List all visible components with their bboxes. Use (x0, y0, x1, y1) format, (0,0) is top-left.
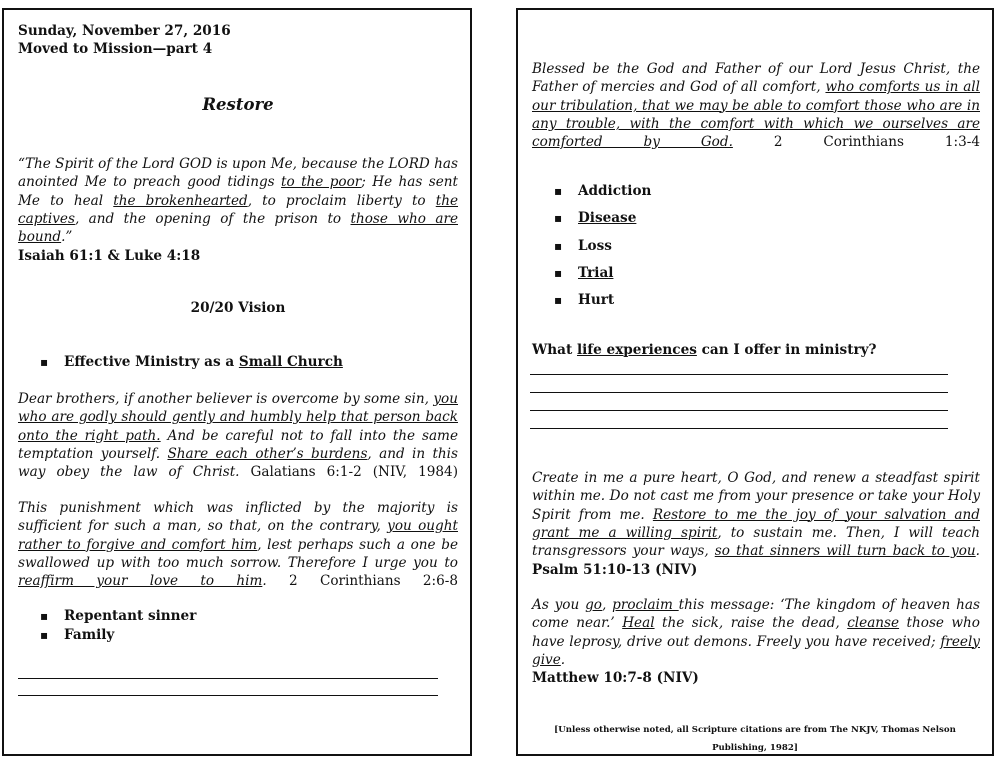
text: , to sustain me. Then, I will teach transgressors your ways, (532, 524, 980, 560)
page-title: Restore (202, 95, 274, 114)
text: Blessed be the God and Father of our Lord Jesus Christ, the Father of mercies and God of all comfort, (532, 61, 980, 96)
underlined-text: Small Church (238, 354, 343, 370)
series-title: Moved to Mission—part 4 (18, 41, 213, 58)
corinthians2-passage (18, 499, 458, 609)
underlined-text: reaffirm your love to him (18, 573, 263, 590)
underlined-text: those who are bound (18, 210, 458, 246)
scripture-ref: Isaiah 61:1 & Luke 4:18 (18, 247, 201, 264)
psalm-passage (532, 469, 980, 579)
text: Hurt (578, 292, 615, 309)
underlined-text: to the poor (281, 174, 362, 191)
scripture-ref: 2 Corinthians 2:6-8 (289, 573, 459, 590)
underlined-text: Heal (622, 615, 655, 632)
writing-line (530, 428, 948, 429)
underlined-text: proclaim (612, 597, 679, 613)
text: . (262, 573, 267, 590)
text: , and the opening of the prison to (74, 210, 351, 227)
text: And be careful not to fall into the same temptation yourself. (18, 427, 458, 462)
text: .” (61, 229, 73, 246)
text: This punishment which was inflicted by the majority is sufficient for such a man, so that, on the contrary, (18, 500, 458, 535)
underlined-text: who comforts us in all our tribulation, that we may be able to comfort those who are in any trouble, with the comfort with which we ourselves are comforted by God. (532, 79, 980, 151)
scripture-ref: Galatians 6:1-2 (NIV, 1984) (250, 464, 458, 481)
text: Dear brothers, if another believer is overcome by some sin, (18, 391, 434, 407)
isaiah-passage (18, 155, 458, 265)
writing-line (530, 410, 948, 411)
list-item-disease (532, 205, 980, 232)
writing-line (18, 695, 438, 696)
right-page (516, 8, 994, 756)
list-item-addiction (532, 178, 980, 205)
list-item: ▪ Family (18, 626, 458, 645)
underlined-text: so that sinners will turn back to you (714, 543, 976, 560)
text: this message: ‘The kingdom of heaven has come near.’ (532, 597, 980, 632)
underlined-text: freely give (532, 633, 980, 668)
underlined-text: life experiences (576, 342, 697, 358)
scripture-ref: Matthew 10:7-8 (NIV) (532, 670, 699, 687)
writing-line (18, 678, 438, 679)
underlined-text: Trial (578, 264, 614, 281)
text: , (601, 597, 613, 613)
scripture-ref: 2 Corinthians 1:3-4 (773, 134, 980, 151)
matthew-passage (532, 596, 980, 688)
list-item-hurt (532, 287, 980, 314)
section-heading: 20/20 Vision (190, 300, 286, 316)
text: the sick, raise the dead, (654, 615, 848, 632)
text: What (532, 342, 577, 358)
underlined-text: Share each other’s burdens (167, 445, 368, 462)
text: “The Spirit of the Lord GOD is upon Me, because the LORD has anointed Me to preach good tidings (18, 156, 458, 191)
writing-line (530, 374, 948, 375)
ministry-list (18, 353, 458, 371)
bullet-list (18, 607, 458, 645)
underlined-text: the brokenhearted (113, 192, 248, 209)
underlined-text: go (585, 597, 602, 613)
text: ; He has sent Me to heal (18, 174, 458, 209)
experience-list (532, 178, 980, 314)
underlined-text: cleanse (847, 615, 900, 632)
underlined-text: the captives (18, 192, 459, 227)
writing-line (530, 392, 948, 393)
text: Effective Ministry as a (64, 354, 239, 370)
text: . (560, 651, 566, 668)
underlined-text: you who are godly should gently and humbly help that person back onto the right path. (18, 391, 458, 444)
text: Addiction (578, 183, 652, 199)
underlined-text: Disease (578, 210, 637, 227)
text: can I offer in ministry? (696, 342, 877, 358)
text: As you (532, 597, 586, 613)
left-page (2, 8, 472, 756)
list-item-trial (532, 260, 980, 287)
header (18, 22, 458, 59)
text: , to proclaim liberty to (247, 192, 436, 209)
underlined-text: Restore to me the joy of your salvation and grant me a willing spirit (532, 506, 980, 541)
corinthians1-passage (532, 60, 980, 170)
text: Loss (578, 237, 612, 254)
text: , lest perhaps such a one be swallowed up with too much sorrow. Therefore I urge you to (18, 536, 459, 571)
text: , and in this way obey the law of Christ. (18, 445, 458, 481)
underlined-text: you ought rather to forgive and comfort him (18, 518, 458, 553)
list-item: ▪ Repentant sinner (18, 607, 458, 626)
text: Create in me a pure heart, O God, and renew a steadfast spirit within me. Do not cast me from your presence or take your Holy Spirit from me. (532, 470, 980, 523)
list-item (18, 353, 458, 371)
text: those who have leprosy, drive out demons. Freely you have received; (532, 615, 980, 650)
reflection-question (532, 341, 980, 359)
scripture-ref: Psalm 51:10-13 (NIV) (532, 561, 698, 578)
list-item-loss (532, 233, 980, 260)
text: . (975, 543, 980, 560)
date: Sunday, November 27, 2016 (18, 23, 231, 39)
galatians-passage (18, 390, 458, 500)
footnote: [Unless otherwise noted, all Scripture citations are from The NKJV, Thomas Nelson Publishing, 1982] (554, 725, 956, 754)
